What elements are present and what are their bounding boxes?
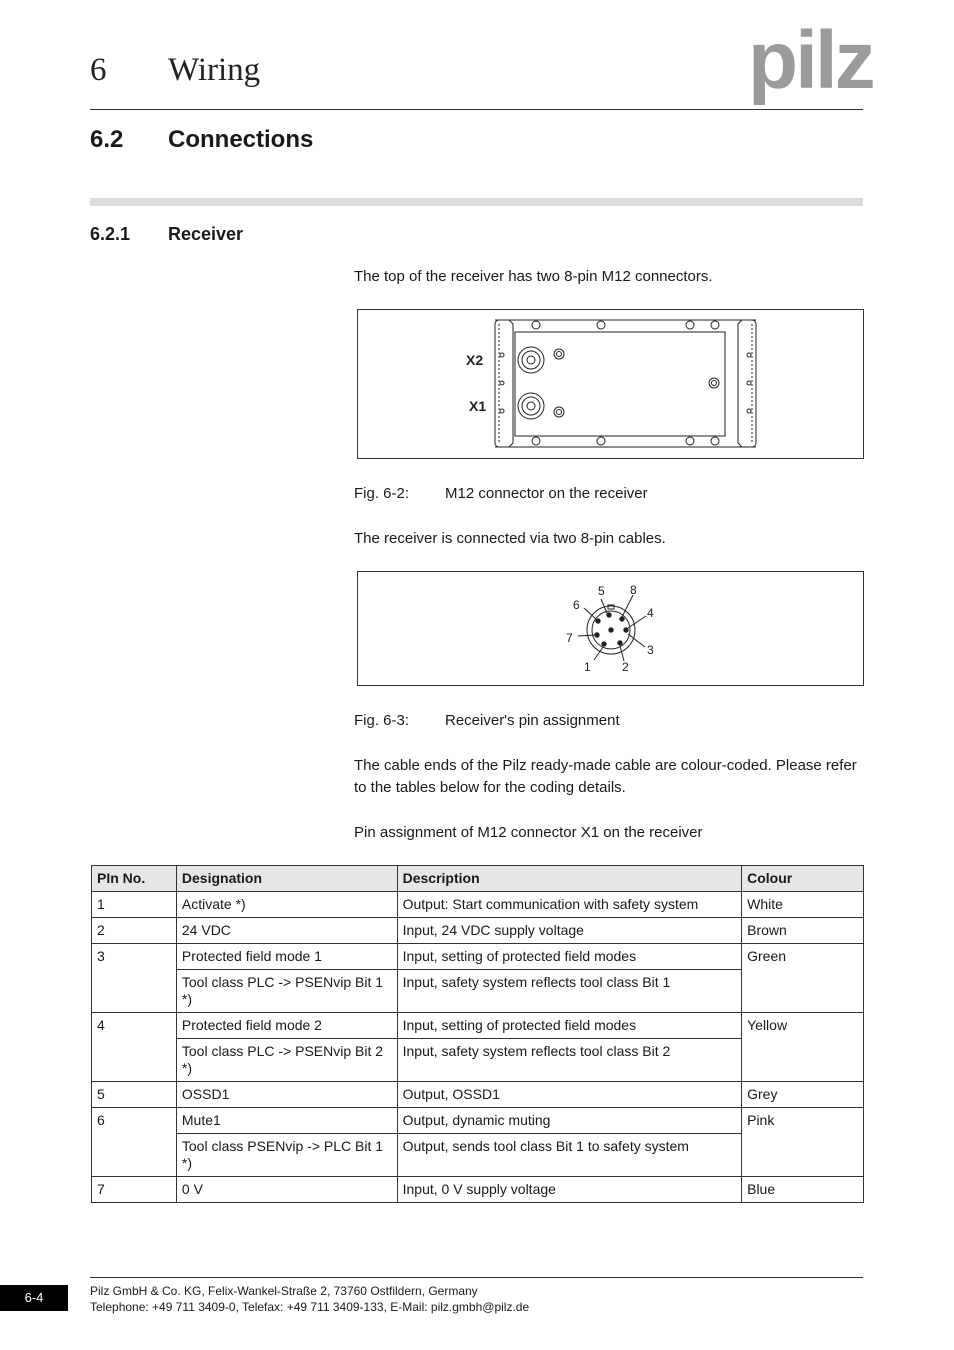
colour-cell: Green bbox=[742, 944, 864, 1013]
pin-diagram bbox=[358, 572, 863, 685]
pin-label-6: 6 bbox=[573, 598, 580, 612]
header-divider bbox=[90, 109, 863, 110]
pin-cell: 4 bbox=[92, 1013, 177, 1082]
cables-paragraph: The receiver is connected via two 8-pin cables. bbox=[354, 530, 666, 547]
table-row bbox=[92, 1108, 864, 1134]
figure-caption-6-3 bbox=[354, 712, 620, 729]
description-cell: Output: Start communication with safety system bbox=[397, 892, 742, 918]
description-cell: Input, setting of protected field modes bbox=[397, 1013, 742, 1039]
designation-cell: Activate *) bbox=[176, 892, 397, 918]
description-cell: Input, safety system reflects tool class Bit 1 bbox=[397, 970, 742, 1013]
pin-figure bbox=[357, 571, 864, 686]
pin-label-3: 3 bbox=[647, 643, 654, 657]
description-cell: Output, dynamic muting bbox=[397, 1108, 742, 1134]
colour-cell: Blue bbox=[742, 1177, 864, 1203]
figure-caption-text: Receiver's pin assignment bbox=[445, 712, 620, 729]
colour-cell: Grey bbox=[742, 1082, 864, 1108]
footer-divider bbox=[90, 1277, 863, 1278]
pin-label-8: 8 bbox=[630, 583, 637, 597]
header-colour: Colour bbox=[742, 866, 864, 892]
pin-label-2: 2 bbox=[622, 660, 629, 674]
colour-cell: Yellow bbox=[742, 1013, 864, 1082]
figure-label: Fig. 6-2: bbox=[354, 485, 410, 502]
designation-cell: OSSD1 bbox=[176, 1082, 397, 1108]
designation-cell: Tool class PSENvip -> PLC Bit 1 *) bbox=[176, 1134, 397, 1177]
figure-caption-6-2 bbox=[354, 485, 648, 502]
pin-label-1: 1 bbox=[584, 660, 591, 674]
designation-cell: Mute1 bbox=[176, 1108, 397, 1134]
table-header-row bbox=[92, 866, 864, 892]
description-cell: Input, safety system reflects tool class Bit 2 bbox=[397, 1039, 742, 1082]
pin-cell: 1 bbox=[92, 892, 177, 918]
table-intro-paragraph: Pin assignment of M12 connector X1 on the receiver bbox=[354, 824, 703, 841]
colour-cell: White bbox=[742, 892, 864, 918]
table-row bbox=[92, 944, 864, 970]
description-cell: Output, OSSD1 bbox=[397, 1082, 742, 1108]
receiver-figure bbox=[357, 309, 864, 459]
header-pin: PIn No. bbox=[92, 866, 177, 892]
table-row bbox=[92, 918, 864, 944]
pin-cell: 2 bbox=[92, 918, 177, 944]
designation-cell: Protected field mode 2 bbox=[176, 1013, 397, 1039]
footer-contact: Telephone: +49 711 3409-0, Telefax: +49 711 3409-133, E-Mail: pilz.gmbh@pilz.de bbox=[90, 1300, 530, 1314]
page-number: 6-4 bbox=[0, 1285, 68, 1311]
description-cell: Input, 24 VDC supply voltage bbox=[397, 918, 742, 944]
description-cell: Input, 0 V supply voltage bbox=[397, 1177, 742, 1203]
subsection-heading bbox=[90, 224, 243, 245]
intro-paragraph: The top of the receiver has two 8-pin M12 connectors. bbox=[354, 268, 713, 285]
header-designation: Designation bbox=[176, 866, 397, 892]
footer-address-block bbox=[90, 1283, 529, 1315]
designation-cell: Tool class PLC -> PSENvip Bit 2 *) bbox=[176, 1039, 397, 1082]
section-heading bbox=[90, 126, 313, 154]
designation-cell: Protected field mode 1 bbox=[176, 944, 397, 970]
receiver-drawing bbox=[358, 310, 863, 458]
x2-label: X2 bbox=[466, 352, 484, 368]
figure-caption-text: M12 connector on the receiver bbox=[445, 485, 648, 502]
description-cell: Output, sends tool class Bit 1 to safety system bbox=[397, 1134, 742, 1177]
designation-cell: Tool class PLC -> PSENvip Bit 1 *) bbox=[176, 970, 397, 1013]
subsection-number: 6.2.1 bbox=[90, 224, 131, 244]
pin-assignment-table bbox=[91, 865, 864, 1203]
pilz-logo: pilz bbox=[748, 15, 873, 106]
pin-label-4: 4 bbox=[647, 606, 654, 620]
table-row bbox=[92, 892, 864, 918]
pin-cell: 6 bbox=[92, 1108, 177, 1177]
colour-cell: Brown bbox=[742, 918, 864, 944]
table-row bbox=[92, 1177, 864, 1203]
header-description: Description bbox=[397, 866, 742, 892]
pin-cell: 3 bbox=[92, 944, 177, 1013]
footer-address: Pilz GmbH & Co. KG, Felix-Wankel-Straße 2, 73760 Ostfildern, Germany bbox=[90, 1284, 478, 1298]
designation-cell: 24 VDC bbox=[176, 918, 397, 944]
section-number: 6.2 bbox=[90, 126, 124, 153]
x1-label: X1 bbox=[469, 398, 487, 414]
section-title: Connections bbox=[168, 126, 314, 153]
colour-cell: Pink bbox=[742, 1108, 864, 1177]
pin-cell: 5 bbox=[92, 1082, 177, 1108]
pin-label-7: 7 bbox=[566, 631, 573, 645]
colour-coded-paragraph: The cable ends of the Pilz ready-made cable are colour-coded. Please refer to the tables below for the coding details. bbox=[354, 757, 857, 796]
chapter-title: Wiring bbox=[168, 52, 261, 88]
subsection-title: Receiver bbox=[168, 224, 244, 244]
table-row bbox=[92, 1013, 864, 1039]
pin-cell: 7 bbox=[92, 1177, 177, 1203]
pin-label-5: 5 bbox=[598, 584, 605, 598]
section-bar bbox=[90, 198, 863, 206]
table-row bbox=[92, 1082, 864, 1108]
chapter-number: 6 bbox=[90, 52, 107, 88]
designation-cell: 0 V bbox=[176, 1177, 397, 1203]
figure-label: Fig. 6-3: bbox=[354, 712, 410, 729]
description-cell: Input, setting of protected field modes bbox=[397, 944, 742, 970]
